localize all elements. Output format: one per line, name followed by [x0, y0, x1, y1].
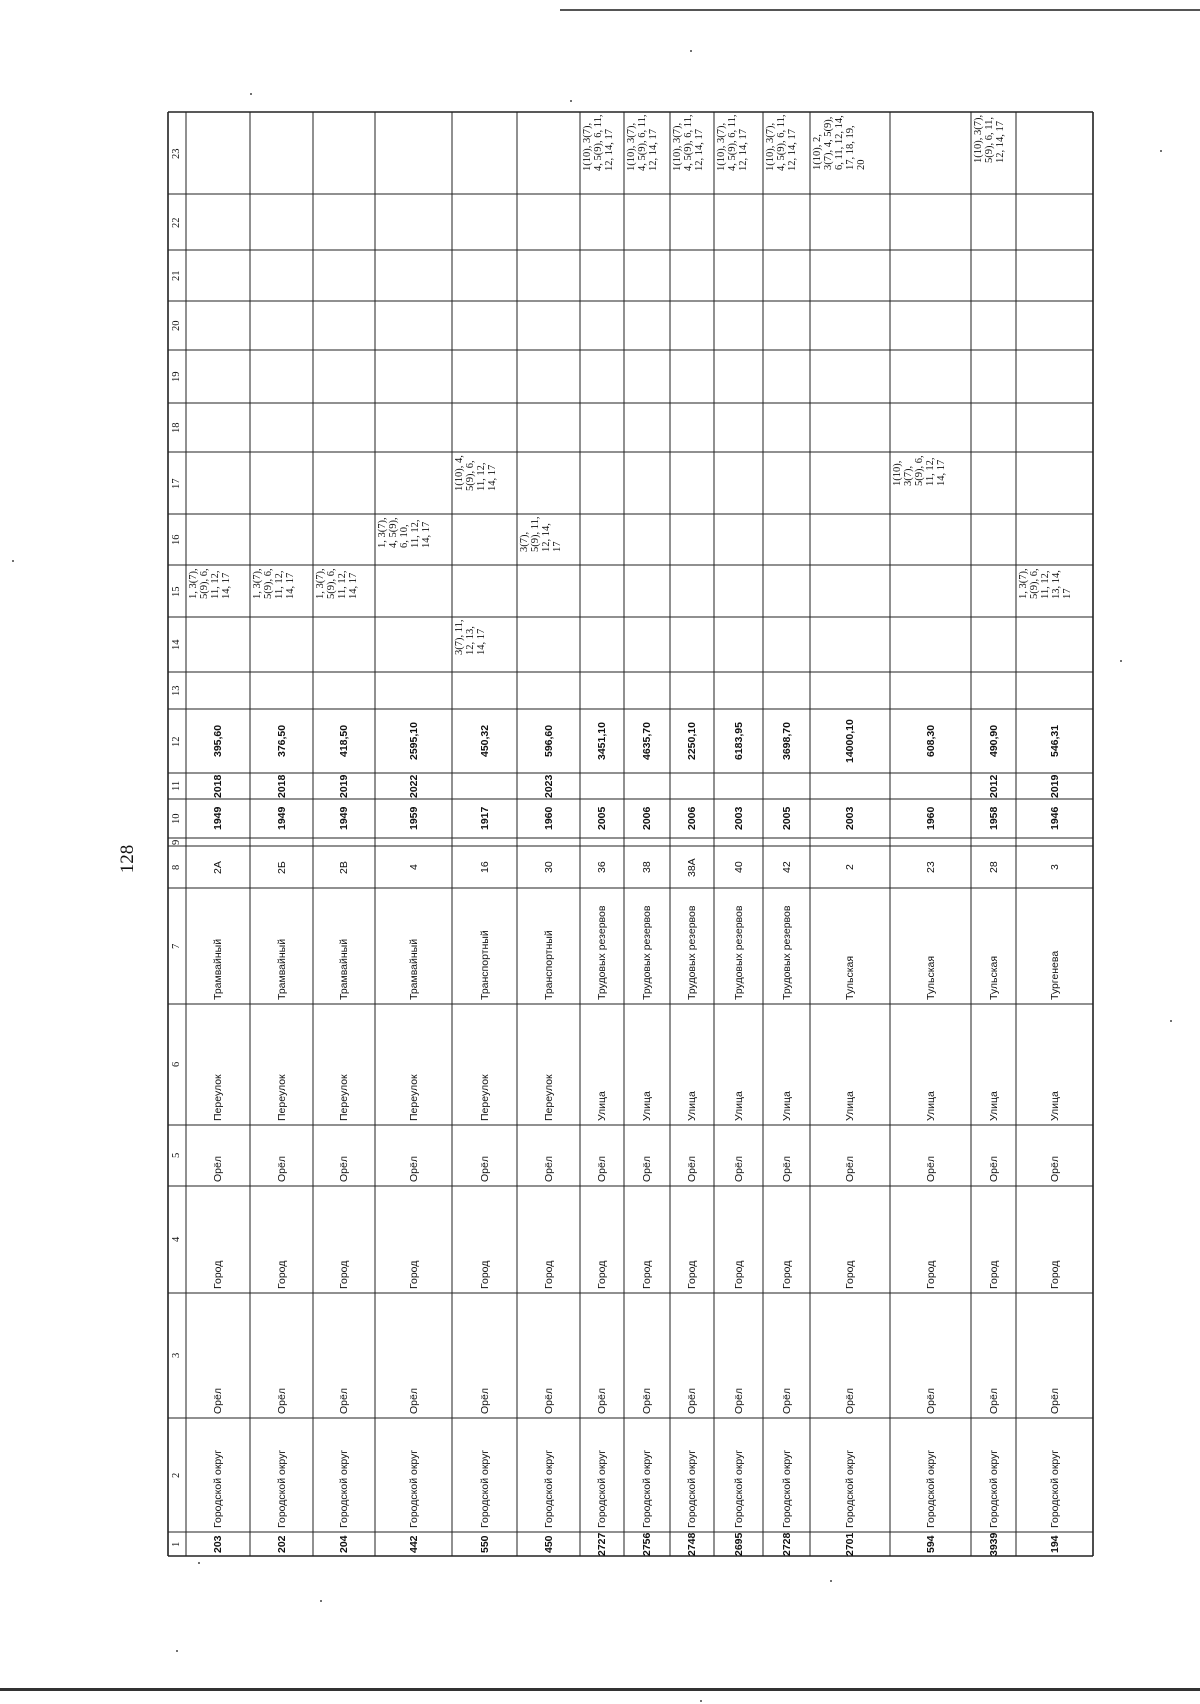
- table-cell-col-8: 40: [732, 861, 745, 873]
- table-cell-col-4: Город: [212, 1260, 224, 1289]
- table-cell-col-5: Орёл: [641, 1156, 653, 1182]
- table-cell-col-11: 2012: [987, 774, 1000, 798]
- table-cell-col-10: 2006: [686, 806, 698, 830]
- column-number: 7: [171, 943, 182, 949]
- table-cell-col-7: Трамвайный: [338, 938, 350, 1000]
- table-cell-col-6: Переулок: [338, 1074, 350, 1121]
- table-cell-col-4: Город: [407, 1260, 420, 1289]
- table-cell-col-6: Переулок: [275, 1074, 288, 1121]
- table-cell-col-12: 395,60: [212, 724, 224, 757]
- table-cell-col-3: Орёл: [407, 1388, 420, 1414]
- table-cell-col-8: 23: [924, 861, 937, 873]
- table-cell-col-10: 1949: [212, 806, 224, 830]
- table-cell-col-7: Транспортный: [542, 930, 555, 1000]
- table-cell-col-1: 203: [212, 1535, 224, 1553]
- table-cell-col-16: 3(7), 5(9), 11, 12, 14, 17: [519, 516, 563, 552]
- table-cell-col-15: 1, 3(7), 5(9), 6, 11, 12, 14, 17: [315, 568, 359, 599]
- table-cell-col-1: 2695: [732, 1532, 745, 1556]
- page-number: 128: [117, 844, 138, 874]
- table-cell-col-5: Орёл: [275, 1156, 288, 1182]
- table-cell-col-10: 1960: [542, 806, 555, 830]
- table-cell-col-15: 1, 3(7), 5(9), 6, 11, 12, 14, 17: [188, 568, 232, 599]
- table-cell-col-4: Город: [686, 1260, 698, 1289]
- column-number: 6: [171, 1061, 182, 1067]
- table-cell-col-8: 38: [641, 861, 653, 873]
- table-cell-col-1: 204: [338, 1535, 350, 1553]
- scan-speck: [12, 560, 14, 562]
- table-cell-col-7: Трудовых резервов: [780, 905, 793, 1000]
- table-cell-col-3: Орёл: [686, 1388, 698, 1414]
- table-cell-col-2: Городской округ: [407, 1449, 420, 1528]
- column-number: 10: [171, 813, 182, 824]
- table-cell-col-6: Улица: [732, 1091, 745, 1121]
- table-cell-col-6: Переулок: [542, 1074, 555, 1121]
- table-cell-col-6: Переулок: [407, 1074, 420, 1121]
- table-cell-col-8: 30: [542, 861, 555, 873]
- table-cell-col-15: 1, 3(7), 5(9), 6, 11, 12, 14, 17: [252, 568, 296, 599]
- column-number: 13: [171, 685, 182, 696]
- table-cell-col-10: 2005: [596, 806, 608, 830]
- table-cell-col-6: Улица: [641, 1091, 653, 1121]
- table-cell-col-1: 3939: [987, 1532, 1000, 1556]
- table-cell-col-7: Транспортный: [478, 930, 491, 1000]
- table-cell-col-8: 3: [1048, 864, 1061, 870]
- table-cell-col-10: 1960: [924, 806, 937, 830]
- table-cell-col-3: Орёл: [780, 1388, 793, 1414]
- column-number: 18: [171, 422, 182, 433]
- column-number: 19: [171, 371, 182, 382]
- table-cell-col-16: 1, 3(7), 4, 5(9), 6, 10, 11, 12, 14, 17: [377, 517, 432, 548]
- table-cell-col-4: Город: [844, 1260, 856, 1289]
- table-cell-col-5: Орёл: [780, 1156, 793, 1182]
- table-cell-col-10: 1949: [338, 806, 350, 830]
- table-cell-col-12: 418,50: [338, 724, 350, 757]
- scan-speck: [570, 100, 572, 102]
- table-cell-col-3: Орёл: [641, 1388, 653, 1414]
- table-cell-col-4: Город: [338, 1260, 350, 1289]
- table-cell-col-3: Орёл: [478, 1388, 491, 1414]
- table-cell-col-3: Орёл: [924, 1388, 937, 1414]
- table-cell-col-6: Улица: [1048, 1091, 1061, 1121]
- table-cell-col-11: 2019: [338, 774, 350, 798]
- table-cell-col-8: 38А: [686, 857, 698, 877]
- table-cell-col-10: 1958: [987, 806, 1000, 830]
- table-cell-col-23: 1(10), 3(7), 4, 5(9), 6, 11, 12, 14, 17: [672, 114, 705, 171]
- column-number: 21: [171, 270, 182, 281]
- table-cell-col-1: 2748: [686, 1532, 698, 1556]
- scan-speck: [830, 1580, 832, 1582]
- table-cell-col-23: 1(10), 3(7), 4, 5(9), 6, 11, 12, 14, 17: [582, 114, 615, 171]
- table-cell-col-12: 14000,10: [844, 719, 856, 763]
- table-cell-col-2: Городской округ: [338, 1449, 350, 1528]
- table-cell-col-8: 36: [596, 861, 608, 873]
- scan-speck: [1120, 660, 1122, 662]
- table-cell-col-3: Орёл: [542, 1388, 555, 1414]
- scan-speck: [1170, 1020, 1172, 1022]
- table-cell-col-4: Город: [478, 1260, 491, 1289]
- table-cell-col-3: Орёл: [987, 1388, 1000, 1414]
- table-cell-col-2: Городской округ: [987, 1449, 1000, 1528]
- table-cell-col-7: Трудовых резервов: [732, 905, 745, 1000]
- table-cell-col-12: 2595,10: [407, 722, 420, 760]
- table-cell-col-8: 2В: [338, 860, 350, 874]
- table-cell-col-11: 2023: [542, 774, 555, 798]
- table-cell-col-6: Улица: [924, 1091, 937, 1121]
- table-cell-col-2: Городской округ: [1048, 1449, 1061, 1528]
- table-cell-col-1: 194: [1048, 1535, 1061, 1553]
- table-cell-col-3: Орёл: [596, 1388, 608, 1414]
- column-number: 1: [171, 1541, 182, 1547]
- table-cell-col-2: Городской округ: [596, 1449, 608, 1528]
- table-cell-col-12: 3451,10: [596, 722, 608, 760]
- column-number: 17: [171, 478, 182, 489]
- column-number: 14: [171, 639, 182, 650]
- table-cell-col-23: 1(10), 3(7), 4, 5(9), 6, 11, 12, 14, 17: [626, 114, 659, 171]
- table-cell-col-7: Тургенева: [1048, 950, 1061, 1000]
- column-number: 12: [171, 736, 182, 747]
- table-cell-col-4: Город: [1048, 1260, 1061, 1289]
- table-cell-col-7: Трамвайный: [212, 938, 224, 1000]
- table-cell-col-5: Орёл: [596, 1156, 608, 1182]
- table-cell-col-1: 2701: [844, 1532, 856, 1556]
- column-number: 23: [171, 148, 182, 159]
- column-number: 5: [171, 1152, 182, 1158]
- table-cell-col-5: Орёл: [407, 1156, 420, 1182]
- table-cell-col-1: 2756: [641, 1532, 653, 1556]
- table-cell-col-15: 1, 3(7), 5(9), 6, 11, 12, 13, 14, 17: [1018, 568, 1073, 599]
- table-cell-col-4: Город: [732, 1260, 745, 1289]
- column-number: 15: [171, 586, 182, 597]
- table-cell-col-17: 1(10), 4, 5(9), 6, 11, 12, 14, 17: [454, 455, 498, 491]
- table-cell-col-7: Трамвайный: [275, 938, 288, 1000]
- table-cell-col-5: Орёл: [212, 1156, 224, 1182]
- table-cell-col-10: 2005: [780, 806, 793, 830]
- table-cell-col-7: Тульская: [924, 955, 937, 1000]
- scan-speck: [198, 1562, 200, 1564]
- table-cell-col-8: 16: [478, 861, 491, 873]
- table-cell-col-6: Улица: [686, 1091, 698, 1121]
- table-cell-col-3: Орёл: [338, 1388, 350, 1414]
- table-cell-col-5: Орёл: [338, 1156, 350, 1182]
- table-cell-col-5: Орёл: [844, 1156, 856, 1182]
- table-cell-col-12: 6183,95: [732, 722, 745, 760]
- column-number: 22: [171, 217, 182, 228]
- table-cell-col-11: 2022: [407, 774, 420, 798]
- scan-speck: [176, 1650, 178, 1652]
- table-cell-col-2: Городской округ: [275, 1449, 288, 1528]
- table-cell-col-7: Тульская: [987, 955, 1000, 1000]
- table-cell-col-2: Городской округ: [844, 1449, 856, 1528]
- table-cell-col-6: Переулок: [478, 1074, 491, 1121]
- table-cell-col-12: 490,90: [987, 724, 1000, 757]
- column-number: 20: [171, 320, 182, 331]
- table-cell-col-8: 2А: [212, 860, 224, 874]
- table-cell-col-10: 1917: [478, 806, 491, 830]
- table-cell-col-5: Орёл: [732, 1156, 745, 1182]
- table-cell-col-10: 1949: [275, 806, 288, 830]
- table-cell-col-10: 1959: [407, 806, 420, 830]
- table-cell-col-4: Город: [924, 1260, 937, 1289]
- table-cell-col-12: 376,50: [275, 724, 288, 757]
- table-cell-col-7: Трудовых резервов: [686, 905, 698, 1000]
- table-cell-col-10: 1946: [1048, 806, 1061, 830]
- table-cell-col-23: 1(10), 3(7), 4, 5(9), 6, 11, 12, 14, 17: [716, 114, 749, 171]
- table-cell-col-12: 546,31: [1048, 724, 1061, 757]
- scan-speck: [320, 1600, 322, 1602]
- table-cell-col-7: Тульская: [844, 955, 856, 1000]
- table-cell-col-8: 28: [987, 861, 1000, 873]
- table-cell-col-8: 42: [780, 861, 793, 873]
- table-cell-col-5: Орёл: [478, 1156, 491, 1182]
- table-cell-col-5: Орёл: [686, 1156, 698, 1182]
- table-cell-col-11: 2018: [212, 774, 224, 798]
- table-cell-col-5: Орёл: [987, 1156, 1000, 1182]
- table-cell-col-1: 202: [275, 1535, 288, 1553]
- table-cell-col-5: Орёл: [1048, 1156, 1061, 1182]
- table-cell-col-17: 1(10), 3(7), 5(9), 6, 11, 12, 14, 17: [892, 455, 947, 486]
- table-cell-col-4: Город: [641, 1260, 653, 1289]
- table-cell-col-2: Городской округ: [924, 1449, 937, 1528]
- table-cell-col-8: 2: [844, 864, 856, 870]
- scan-speck: [690, 50, 692, 52]
- table-cell-col-1: 2727: [596, 1532, 608, 1556]
- column-number: 16: [171, 534, 182, 545]
- column-number: 4: [171, 1236, 182, 1242]
- scan-speck: [250, 93, 252, 95]
- table-cell-col-6: Улица: [987, 1091, 1000, 1121]
- table-cell-col-2: Городской округ: [212, 1449, 224, 1528]
- table-cell-col-6: Улица: [596, 1091, 608, 1121]
- table-cell-col-10: 2003: [844, 806, 856, 830]
- table-cell-col-14: 3(7), 11, 12, 13, 14, 17: [454, 619, 487, 655]
- table-cell-col-6: Переулок: [212, 1074, 224, 1121]
- table-cell-col-5: Орёл: [542, 1156, 555, 1182]
- table-cell-col-11: 2019: [1048, 774, 1061, 798]
- table-cell-col-3: Орёл: [732, 1388, 745, 1414]
- column-number: 2: [171, 1472, 182, 1478]
- table-cell-col-1: 594: [924, 1535, 937, 1553]
- table-cell-col-6: Улица: [780, 1091, 793, 1121]
- table-cell-col-10: 2003: [732, 806, 745, 830]
- table-cell-col-1: 2728: [780, 1532, 793, 1556]
- table-cell-col-8: 4: [407, 864, 420, 870]
- table-cell-col-3: Орёл: [212, 1388, 224, 1414]
- table-cell-col-7: Трудовых резервов: [596, 905, 608, 1000]
- table-cell-col-4: Город: [275, 1260, 288, 1289]
- table-cell-col-12: 2250,10: [686, 722, 698, 760]
- table-cell-col-23: 1(10), 2, 3(7), 4, 5(9), 6, 11, 12, 14, 17, 18, 19, 20: [812, 115, 867, 170]
- table-cell-col-12: 596,60: [542, 724, 555, 757]
- table-cell-col-5: Орёл: [924, 1156, 937, 1182]
- column-number: 8: [171, 864, 182, 870]
- table-cell-col-6: Улица: [844, 1091, 856, 1121]
- table-cell-col-3: Орёл: [844, 1388, 856, 1414]
- table-cell-col-1: 550: [478, 1535, 491, 1553]
- scan-speck: [700, 1700, 702, 1702]
- table-cell-col-3: Орёл: [1048, 1388, 1061, 1414]
- table-cell-col-4: Город: [780, 1260, 793, 1289]
- table-cell-col-23: 1(10), 3(7), 4, 5(9), 6, 11, 12, 14, 17: [765, 114, 798, 171]
- table-cell-col-7: Трамвайный: [407, 938, 420, 1000]
- table-cell-col-7: Трудовых резервов: [641, 905, 653, 1000]
- table-cell-col-2: Городской округ: [478, 1449, 491, 1528]
- table-cell-col-3: Орёл: [275, 1388, 288, 1414]
- table-cell-col-2: Городской округ: [542, 1449, 555, 1528]
- scan-speck: [1160, 150, 1162, 152]
- table-cell-col-2: Городской округ: [686, 1449, 698, 1528]
- table-cell-col-2: Городской округ: [780, 1449, 793, 1528]
- table-cell-col-12: 450,32: [478, 724, 491, 757]
- table-cell-col-4: Город: [542, 1260, 555, 1289]
- table-cell-col-8: 2Б: [275, 860, 288, 874]
- table-cell-col-2: Городской округ: [732, 1449, 745, 1528]
- table-cell-col-1: 442: [407, 1535, 420, 1553]
- table-cell-col-12: 4635,70: [641, 722, 653, 760]
- table-cell-col-23: 1(10), 3(7), 5(9), 6, 11, 12, 14, 17: [973, 114, 1006, 163]
- table-cell-col-12: 3698,70: [780, 722, 793, 760]
- column-number: 3: [171, 1352, 182, 1358]
- table-cell-col-10: 2006: [641, 806, 653, 830]
- table-cell-col-1: 450: [542, 1535, 555, 1553]
- table-cell-col-11: 2018: [275, 774, 288, 798]
- table-cell-col-2: Городской округ: [641, 1449, 653, 1528]
- column-number: 9: [171, 839, 182, 845]
- column-number: 11: [171, 780, 182, 791]
- table-cell-col-12: 608,30: [924, 724, 937, 757]
- table-cell-col-4: Город: [987, 1260, 1000, 1289]
- table-cell-col-4: Город: [596, 1260, 608, 1289]
